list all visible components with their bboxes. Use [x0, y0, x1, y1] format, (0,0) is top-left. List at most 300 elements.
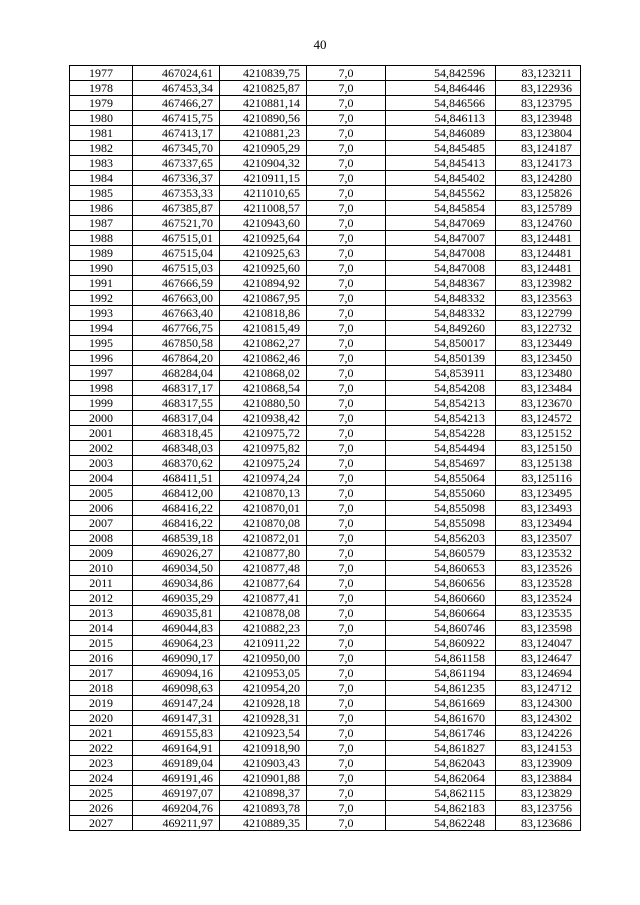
longitude-cell: 83,124153: [496, 741, 581, 756]
point-number-cell: 2023: [70, 756, 133, 771]
table-row: [70, 381, 581, 396]
longitude-cell: 83,123982: [496, 276, 581, 291]
longitude-cell: 83,124226: [496, 726, 581, 741]
point-number-cell: 1984: [70, 171, 133, 186]
latitude-cell: 54,862183: [386, 801, 496, 816]
table-row: [70, 276, 581, 291]
point-number-cell: 1977: [70, 66, 133, 81]
table-row: [70, 216, 581, 231]
longitude-cell: 83,125789: [496, 201, 581, 216]
x-coordinate-cell: 469094,16: [133, 666, 220, 681]
x-coordinate-cell: 469034,50: [133, 561, 220, 576]
x-coordinate-cell: 467415,75: [133, 111, 220, 126]
y-coordinate-cell: 4210953,05: [220, 666, 307, 681]
latitude-cell: 54,855064: [386, 471, 496, 486]
point-number-cell: 1990: [70, 261, 133, 276]
value-cell: 7,0: [307, 336, 386, 351]
table-row: [70, 411, 581, 426]
table-row: [70, 231, 581, 246]
y-coordinate-cell: 4210878,08: [220, 606, 307, 621]
table-row: [70, 666, 581, 681]
longitude-cell: 83,123829: [496, 786, 581, 801]
latitude-cell: 54,860660: [386, 591, 496, 606]
value-cell: 7,0: [307, 171, 386, 186]
point-number-cell: 1980: [70, 111, 133, 126]
longitude-cell: 83,124302: [496, 711, 581, 726]
point-number-cell: 2002: [70, 441, 133, 456]
point-number-cell: 2020: [70, 711, 133, 726]
y-coordinate-cell: 4210975,82: [220, 441, 307, 456]
value-cell: 7,0: [307, 141, 386, 156]
y-coordinate-cell: 4210862,27: [220, 336, 307, 351]
y-coordinate-cell: 4210882,23: [220, 621, 307, 636]
longitude-cell: 83,125138: [496, 456, 581, 471]
x-coordinate-cell: 469035,29: [133, 591, 220, 606]
value-cell: 7,0: [307, 201, 386, 216]
point-number-cell: 1983: [70, 156, 133, 171]
latitude-cell: 54,850139: [386, 351, 496, 366]
longitude-cell: 83,123686: [496, 816, 581, 831]
y-coordinate-cell: 4210870,01: [220, 501, 307, 516]
point-number-cell: 1993: [70, 306, 133, 321]
value-cell: 7,0: [307, 366, 386, 381]
value-cell: 7,0: [307, 531, 386, 546]
latitude-cell: 54,847007: [386, 231, 496, 246]
point-number-cell: 2024: [70, 771, 133, 786]
latitude-cell: 54,856203: [386, 531, 496, 546]
y-coordinate-cell: 4210867,95: [220, 291, 307, 306]
y-coordinate-cell: 4210881,14: [220, 96, 307, 111]
x-coordinate-cell: 469035,81: [133, 606, 220, 621]
y-coordinate-cell: 4211008,57: [220, 201, 307, 216]
y-coordinate-cell: 4210894,92: [220, 276, 307, 291]
y-coordinate-cell: 4210950,00: [220, 651, 307, 666]
value-cell: 7,0: [307, 591, 386, 606]
value-cell: 7,0: [307, 501, 386, 516]
latitude-cell: 54,861670: [386, 711, 496, 726]
longitude-cell: 83,123795: [496, 96, 581, 111]
table-row: [70, 306, 581, 321]
value-cell: 7,0: [307, 276, 386, 291]
longitude-cell: 83,123670: [496, 396, 581, 411]
latitude-cell: 54,860664: [386, 606, 496, 621]
latitude-cell: 54,861158: [386, 651, 496, 666]
y-coordinate-cell: 4210925,63: [220, 246, 307, 261]
x-coordinate-cell: 467466,27: [133, 96, 220, 111]
longitude-cell: 83,123480: [496, 366, 581, 381]
table-row: [70, 201, 581, 216]
y-coordinate-cell: 4210890,56: [220, 111, 307, 126]
y-coordinate-cell: 4210877,41: [220, 591, 307, 606]
x-coordinate-cell: 469044,83: [133, 621, 220, 636]
y-coordinate-cell: 4210938,42: [220, 411, 307, 426]
table-row: [70, 621, 581, 636]
y-coordinate-cell: 4210877,48: [220, 561, 307, 576]
table-row: [70, 681, 581, 696]
point-number-cell: 1989: [70, 246, 133, 261]
table-row: [70, 111, 581, 126]
y-coordinate-cell: 4210889,35: [220, 816, 307, 831]
latitude-cell: 54,861746: [386, 726, 496, 741]
point-number-cell: 1998: [70, 381, 133, 396]
y-coordinate-cell: 4210925,60: [220, 261, 307, 276]
longitude-cell: 83,123495: [496, 486, 581, 501]
latitude-cell: 54,861669: [386, 696, 496, 711]
value-cell: 7,0: [307, 96, 386, 111]
table-row: [70, 96, 581, 111]
y-coordinate-cell: 4210868,54: [220, 381, 307, 396]
value-cell: 7,0: [307, 111, 386, 126]
longitude-cell: 83,125116: [496, 471, 581, 486]
x-coordinate-cell: 469191,46: [133, 771, 220, 786]
longitude-cell: 83,123948: [496, 111, 581, 126]
point-number-cell: 1985: [70, 186, 133, 201]
longitude-cell: 83,123598: [496, 621, 581, 636]
y-coordinate-cell: 4210872,01: [220, 531, 307, 546]
y-coordinate-cell: 4210918,90: [220, 741, 307, 756]
longitude-cell: 83,124481: [496, 246, 581, 261]
table-row: [70, 801, 581, 816]
value-cell: 7,0: [307, 66, 386, 81]
point-number-cell: 2000: [70, 411, 133, 426]
table-row: [70, 651, 581, 666]
y-coordinate-cell: 4210954,20: [220, 681, 307, 696]
latitude-cell: 54,861827: [386, 741, 496, 756]
table-row: [70, 636, 581, 651]
y-coordinate-cell: 4210825,87: [220, 81, 307, 96]
x-coordinate-cell: 467521,70: [133, 216, 220, 231]
longitude-cell: 83,122799: [496, 306, 581, 321]
longitude-cell: 83,123528: [496, 576, 581, 591]
y-coordinate-cell: 4210975,72: [220, 426, 307, 441]
point-number-cell: 1987: [70, 216, 133, 231]
y-coordinate-cell: 4210877,80: [220, 546, 307, 561]
value-cell: 7,0: [307, 681, 386, 696]
longitude-cell: 83,123909: [496, 756, 581, 771]
table-row: [70, 561, 581, 576]
longitude-cell: 83,124300: [496, 696, 581, 711]
y-coordinate-cell: 4210901,88: [220, 771, 307, 786]
value-cell: 7,0: [307, 411, 386, 426]
table-row: [70, 576, 581, 591]
latitude-cell: 54,854697: [386, 456, 496, 471]
y-coordinate-cell: 4210928,18: [220, 696, 307, 711]
longitude-cell: 83,122732: [496, 321, 581, 336]
y-coordinate-cell: 4210975,24: [220, 456, 307, 471]
latitude-cell: 54,848367: [386, 276, 496, 291]
value-cell: 7,0: [307, 546, 386, 561]
point-number-cell: 2013: [70, 606, 133, 621]
point-number-cell: 2019: [70, 696, 133, 711]
point-number-cell: 2008: [70, 531, 133, 546]
x-coordinate-cell: 467766,75: [133, 321, 220, 336]
point-number-cell: 2005: [70, 486, 133, 501]
longitude-cell: 83,123563: [496, 291, 581, 306]
y-coordinate-cell: 4210925,64: [220, 231, 307, 246]
point-number-cell: 2014: [70, 621, 133, 636]
longitude-cell: 83,123532: [496, 546, 581, 561]
table-row: [70, 366, 581, 381]
table-row: [70, 486, 581, 501]
value-cell: 7,0: [307, 651, 386, 666]
table-row: [70, 396, 581, 411]
x-coordinate-cell: 469098,63: [133, 681, 220, 696]
x-coordinate-cell: 467024,61: [133, 66, 220, 81]
longitude-cell: 83,123494: [496, 516, 581, 531]
x-coordinate-cell: 469090,17: [133, 651, 220, 666]
point-number-cell: 2001: [70, 426, 133, 441]
table-row: [70, 696, 581, 711]
longitude-cell: 83,124280: [496, 171, 581, 186]
table-row: [70, 501, 581, 516]
longitude-cell: 83,125152: [496, 426, 581, 441]
point-number-cell: 2026: [70, 801, 133, 816]
point-number-cell: 2018: [70, 681, 133, 696]
x-coordinate-cell: 468416,22: [133, 501, 220, 516]
latitude-cell: 54,855060: [386, 486, 496, 501]
table-row: [70, 351, 581, 366]
longitude-cell: 83,123507: [496, 531, 581, 546]
value-cell: 7,0: [307, 801, 386, 816]
table-row: [70, 291, 581, 306]
longitude-cell: 83,123449: [496, 336, 581, 351]
x-coordinate-cell: 467413,17: [133, 126, 220, 141]
longitude-cell: 83,124047: [496, 636, 581, 651]
table-row: [70, 756, 581, 771]
table-row: [70, 591, 581, 606]
x-coordinate-cell: 467337,65: [133, 156, 220, 171]
table-row: [70, 336, 581, 351]
table-row: [70, 426, 581, 441]
latitude-cell: 54,847069: [386, 216, 496, 231]
table-row: [70, 546, 581, 561]
point-number-cell: 1996: [70, 351, 133, 366]
x-coordinate-cell: 469164,91: [133, 741, 220, 756]
latitude-cell: 54,849260: [386, 321, 496, 336]
table-row: [70, 81, 581, 96]
longitude-cell: 83,124694: [496, 666, 581, 681]
latitude-cell: 54,860653: [386, 561, 496, 576]
longitude-cell: 83,124760: [496, 216, 581, 231]
x-coordinate-cell: 468317,17: [133, 381, 220, 396]
point-number-cell: 2016: [70, 651, 133, 666]
value-cell: 7,0: [307, 396, 386, 411]
x-coordinate-cell: 467515,01: [133, 231, 220, 246]
longitude-cell: 83,124647: [496, 651, 581, 666]
longitude-cell: 83,123756: [496, 801, 581, 816]
point-number-cell: 2017: [70, 666, 133, 681]
value-cell: 7,0: [307, 576, 386, 591]
longitude-cell: 83,123484: [496, 381, 581, 396]
latitude-cell: 54,860579: [386, 546, 496, 561]
value-cell: 7,0: [307, 351, 386, 366]
table-row: [70, 816, 581, 831]
point-number-cell: 2027: [70, 816, 133, 831]
latitude-cell: 54,845485: [386, 141, 496, 156]
longitude-cell: 83,123450: [496, 351, 581, 366]
x-coordinate-cell: 469147,31: [133, 711, 220, 726]
latitude-cell: 54,846113: [386, 111, 496, 126]
value-cell: 7,0: [307, 126, 386, 141]
latitude-cell: 54,845402: [386, 171, 496, 186]
longitude-cell: 83,123211: [496, 66, 581, 81]
latitude-cell: 54,862043: [386, 756, 496, 771]
coordinates-table: [69, 65, 581, 831]
x-coordinate-cell: 467850,58: [133, 336, 220, 351]
value-cell: 7,0: [307, 741, 386, 756]
table-row: [70, 786, 581, 801]
x-coordinate-cell: 468317,04: [133, 411, 220, 426]
value-cell: 7,0: [307, 666, 386, 681]
coordinates-table-body: [70, 66, 581, 831]
table-row: [70, 456, 581, 471]
table-row: [70, 471, 581, 486]
value-cell: 7,0: [307, 726, 386, 741]
y-coordinate-cell: 4210862,46: [220, 351, 307, 366]
x-coordinate-cell: 469034,86: [133, 576, 220, 591]
longitude-cell: 83,124187: [496, 141, 581, 156]
y-coordinate-cell: 4210974,24: [220, 471, 307, 486]
longitude-cell: 83,124572: [496, 411, 581, 426]
x-coordinate-cell: 467353,33: [133, 186, 220, 201]
x-coordinate-cell: 467663,00: [133, 291, 220, 306]
longitude-cell: 83,123524: [496, 591, 581, 606]
latitude-cell: 54,862248: [386, 816, 496, 831]
latitude-cell: 54,848332: [386, 291, 496, 306]
latitude-cell: 54,861194: [386, 666, 496, 681]
value-cell: 7,0: [307, 516, 386, 531]
x-coordinate-cell: 468412,00: [133, 486, 220, 501]
y-coordinate-cell: 4210904,32: [220, 156, 307, 171]
latitude-cell: 54,854213: [386, 396, 496, 411]
x-coordinate-cell: 467345,70: [133, 141, 220, 156]
latitude-cell: 54,846446: [386, 81, 496, 96]
value-cell: 7,0: [307, 606, 386, 621]
point-number-cell: 1997: [70, 366, 133, 381]
latitude-cell: 54,854494: [386, 441, 496, 456]
latitude-cell: 54,848332: [386, 306, 496, 321]
value-cell: 7,0: [307, 231, 386, 246]
table-row: [70, 246, 581, 261]
y-coordinate-cell: 4210893,78: [220, 801, 307, 816]
point-number-cell: 1994: [70, 321, 133, 336]
point-number-cell: 2006: [70, 501, 133, 516]
value-cell: 7,0: [307, 711, 386, 726]
longitude-cell: 83,124173: [496, 156, 581, 171]
y-coordinate-cell: 4210928,31: [220, 711, 307, 726]
longitude-cell: 83,125826: [496, 186, 581, 201]
y-coordinate-cell: 4211010,65: [220, 186, 307, 201]
value-cell: 7,0: [307, 471, 386, 486]
x-coordinate-cell: 469064,23: [133, 636, 220, 651]
value-cell: 7,0: [307, 81, 386, 96]
x-coordinate-cell: 467453,34: [133, 81, 220, 96]
table-row: [70, 741, 581, 756]
longitude-cell: 83,123884: [496, 771, 581, 786]
latitude-cell: 54,861235: [386, 681, 496, 696]
point-number-cell: 2009: [70, 546, 133, 561]
value-cell: 7,0: [307, 636, 386, 651]
latitude-cell: 54,860922: [386, 636, 496, 651]
table-row: [70, 441, 581, 456]
latitude-cell: 54,847008: [386, 261, 496, 276]
table-row: [70, 126, 581, 141]
x-coordinate-cell: 467515,03: [133, 261, 220, 276]
table-row: [70, 321, 581, 336]
point-number-cell: 2022: [70, 741, 133, 756]
x-coordinate-cell: 469147,24: [133, 696, 220, 711]
point-number-cell: 1995: [70, 336, 133, 351]
value-cell: 7,0: [307, 306, 386, 321]
table-row: [70, 141, 581, 156]
y-coordinate-cell: 4210898,37: [220, 786, 307, 801]
value-cell: 7,0: [307, 426, 386, 441]
x-coordinate-cell: 468318,45: [133, 426, 220, 441]
longitude-cell: 83,124481: [496, 261, 581, 276]
point-number-cell: 2007: [70, 516, 133, 531]
point-number-cell: 1981: [70, 126, 133, 141]
x-coordinate-cell: 469155,83: [133, 726, 220, 741]
y-coordinate-cell: 4210911,22: [220, 636, 307, 651]
y-coordinate-cell: 4210877,64: [220, 576, 307, 591]
table-row: [70, 186, 581, 201]
x-coordinate-cell: 467385,87: [133, 201, 220, 216]
latitude-cell: 54,847008: [386, 246, 496, 261]
x-coordinate-cell: 467864,20: [133, 351, 220, 366]
table-row: [70, 516, 581, 531]
table-row: [70, 66, 581, 81]
longitude-cell: 83,124712: [496, 681, 581, 696]
point-number-cell: 2010: [70, 561, 133, 576]
latitude-cell: 54,850017: [386, 336, 496, 351]
x-coordinate-cell: 467666,59: [133, 276, 220, 291]
value-cell: 7,0: [307, 216, 386, 231]
x-coordinate-cell: 468348,03: [133, 441, 220, 456]
latitude-cell: 54,862064: [386, 771, 496, 786]
x-coordinate-cell: 469211,97: [133, 816, 220, 831]
x-coordinate-cell: 468284,04: [133, 366, 220, 381]
latitude-cell: 54,855098: [386, 501, 496, 516]
y-coordinate-cell: 4210905,29: [220, 141, 307, 156]
table-row: [70, 711, 581, 726]
value-cell: 7,0: [307, 381, 386, 396]
longitude-cell: 83,124481: [496, 231, 581, 246]
latitude-cell: 54,846566: [386, 96, 496, 111]
table-row: [70, 261, 581, 276]
latitude-cell: 54,845562: [386, 186, 496, 201]
x-coordinate-cell: 468411,51: [133, 471, 220, 486]
x-coordinate-cell: 468416,22: [133, 516, 220, 531]
latitude-cell: 54,855098: [386, 516, 496, 531]
longitude-cell: 83,122936: [496, 81, 581, 96]
point-number-cell: 2015: [70, 636, 133, 651]
y-coordinate-cell: 4210815,49: [220, 321, 307, 336]
x-coordinate-cell: 467515,04: [133, 246, 220, 261]
table-row: [70, 531, 581, 546]
latitude-cell: 54,854228: [386, 426, 496, 441]
y-coordinate-cell: 4210818,86: [220, 306, 307, 321]
value-cell: 7,0: [307, 786, 386, 801]
y-coordinate-cell: 4210881,23: [220, 126, 307, 141]
point-number-cell: 2011: [70, 576, 133, 591]
point-number-cell: 2003: [70, 456, 133, 471]
x-coordinate-cell: 468317,55: [133, 396, 220, 411]
table-row: [70, 156, 581, 171]
latitude-cell: 54,845413: [386, 156, 496, 171]
y-coordinate-cell: 4210923,54: [220, 726, 307, 741]
y-coordinate-cell: 4210868,02: [220, 366, 307, 381]
x-coordinate-cell: 469204,76: [133, 801, 220, 816]
